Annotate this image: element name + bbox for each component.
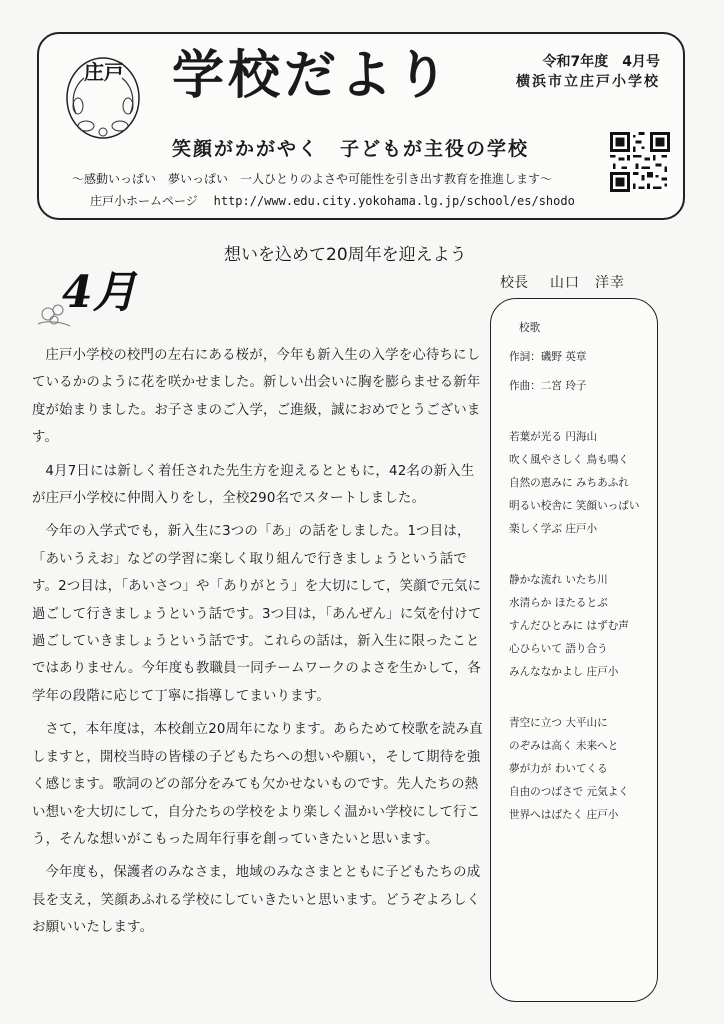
article-title: 想いを込めて20周年を迎えよう <box>224 245 467 265</box>
article-paragraph: 今年の入学式でも，新入生に3つの「あ」の話をしました。1つ目は，「あいうえお」などの学習に楽しく取り組んで行きましょうという話です。2つ目は，「あいさつ」や「ありがとう」を大切にして，笑顔で元気に過ごして行きましょうという話です。3つ目は，「あんぜん」に気を付けて過ごしていきましょうという話です。これらの話は，新入生に限ったことではありません。今年度も教職員一同チームワークのよさを生かして，各学年の段階に応じて丁寧に指導してまいります。 <box>32 524 482 704</box>
article-paragraph: さて，本年度は，本校創立20周年になります。あらためて校歌を読み直しますと，開校当時の皆様の子どもたちへの想いや願い，そして期待を強く感じます。歌詞のどの部分をみても欠かせないものです。先人たちの熱い想いを大切にして，自分たちの学校をより楽しく温かい学校にして行こう，そんな想いがこもった周年行事を創っていきたいと思います。 <box>32 722 483 847</box>
song-line: 水清らか ほたるとぶ <box>509 597 608 609</box>
song-line: 夢が力が わいてくる <box>509 763 608 775</box>
song-line: 自然の恵みに みちあふれ <box>509 477 629 489</box>
song-line: 楽しく学ぶ 庄戸小 <box>509 523 598 535</box>
song-verse-1 <box>509 426 649 541</box>
song-verse-3 <box>509 712 649 827</box>
song-line: 若葉が光る 円海山 <box>509 431 598 443</box>
song-line: 吹く風やさしく 鳥も鳴く <box>509 454 629 466</box>
month-label: 4月 <box>62 267 137 318</box>
song-line: のぞみは高く 未来へと <box>509 740 619 752</box>
song-title: 校歌 <box>519 322 541 334</box>
emblem-label: 庄戸 <box>84 60 124 84</box>
song-line: 明るい校舎に 笑顔いっぱい <box>509 500 640 512</box>
song-verse-2 <box>509 569 649 684</box>
qr-code-icon[interactable] <box>610 132 670 192</box>
homepage-url[interactable]: http://www.edu.city.yokohama.lg.jp/school/es/shodo <box>213 194 575 208</box>
school-song-content <box>509 317 649 827</box>
song-line: 青空に立つ 大平山に <box>509 717 608 729</box>
article-paragraph: 4月7日には新しく着任された先生方を迎えるとともに，42名の新入生が庄戸小学校に仲間入りをし，全校290名でスタートしました。 <box>32 463 475 507</box>
author-name: 山口 洋幸 <box>550 275 625 291</box>
school-name: 横浜市立庄戸小学校 <box>516 74 660 90</box>
school-motto: ～感動いっぱい 夢いっぱい 一人ひとりのよさや可能性を引き出す教育を推進します～ <box>72 172 553 186</box>
article-paragraph: 庄戸小学校の校門の左右にある桜が，今年も新入生の入学を心待ちにしているかのように花を咲かせました。新しい出会いに胸を膨らませる新年度が始まりました。お子さまのご入学，ご進級，誠におめでとうございます。 <box>32 348 481 446</box>
issue-date: 令和7年度 4月号 <box>542 54 660 70</box>
school-slogan: 笑顔がかがやく 子どもが主役の学校 <box>172 138 530 160</box>
article-author <box>500 272 625 292</box>
song-composer: 作曲：二宮 玲子 <box>509 380 587 392</box>
song-line: 静かな流れ いたち川 <box>509 574 608 586</box>
homepage-line <box>90 192 575 209</box>
homepage-label: 庄戸小ホームページ <box>90 194 198 208</box>
newsletter-title: 学校だより <box>172 45 453 106</box>
article-paragraph: 今年度も，保護者のみなさま，地域のみなさまとともに子どもたちの成長を支え，笑顔あふれる学校にしていきたいと思います。どうぞよろしくお願いいたします。 <box>32 865 481 936</box>
article-body <box>32 342 484 948</box>
school-song-panel <box>490 298 658 1002</box>
song-line: 世界へはばたく 庄戸小 <box>509 809 619 821</box>
flower-icon <box>34 296 74 330</box>
song-line: みんななかよし 庄戸小 <box>509 666 619 678</box>
author-role: 校長 <box>500 275 528 291</box>
issue-info <box>480 52 660 92</box>
song-line: すんだひとみに はずむ声 <box>509 620 629 632</box>
song-line: 心ひらいて 語り合う <box>509 643 608 655</box>
song-line: 自由のつばさで 元気よく <box>509 786 629 798</box>
song-lyricist: 作詞：磯野 英章 <box>509 351 587 363</box>
